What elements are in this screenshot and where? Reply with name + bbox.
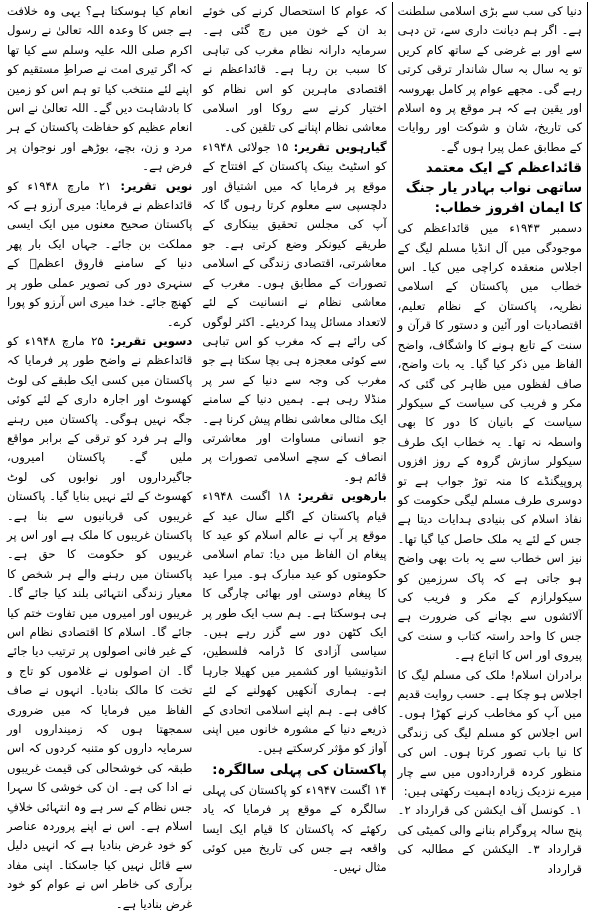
speech-title: بارھویں تقریر: xyxy=(297,489,387,504)
column-middle xyxy=(197,2,392,875)
speech-paragraph xyxy=(202,138,386,487)
body-paragraph: ۱۔ کونسل آف ایکشن کی قرارداد ۲۔ پنج سالہ پروگرام بنانے والی کمیٹی کی قرارداد ۳۔ الیکشن کے مطالبہ کی قرارداد xyxy=(397,803,582,876)
column-right xyxy=(2,2,197,911)
column-left xyxy=(393,2,588,876)
body-paragraph: کہ عوام کا استحصال کرنے کی خوئے بد ان کے خون میں رچ گئی ہے۔ سرمایہ دارانہ نظام مغرب کی تباہی کا سبب بن رہا ہے۔ قائداعظم نے اقتصادی ماہرین کو اس نظام کو اختیار کرنے سے روکا اور اسلامی معاشی نظام اپنانے کی تلقین کی۔ xyxy=(202,4,387,135)
body-paragraph: انعام کیا ہوسکتا ہے؟ یہی وہ خلافت ہے جس کا وعدہ اللہ تعالیٰ نے رسول اکرم صلی اللہ علیہ وسلم سے کیا تھا کہ اگر تیری امت نے صراطِ مستقیم کو اپنے لئے منتخب کیا تو ہم اس کو زمین کا بادشاہت دیں گے۔ اللہ تعالیٰ نے اس انعام عظیم کو حفاظت پاکستان کے ہر مرد و زن، بچے، بوڑھے اور نوجوان پر فرض ہے۔ xyxy=(7,4,193,174)
speech-paragraph xyxy=(7,332,192,914)
speech-text: ۲۱ مارچ ۱۹۴۸ء کو قائداعظم نے فرمایا: میری آرزو ہے کہ پاکستان صحیح معنوں میں ایک ایسی مملکت بن جائے۔ جہاں ایک بار پھر دنیا کے سامنے فاروق اعظمؓ کے سنہری دور کی تصویر عملی طور پر کھنچ جائے۔ خدا میری اس آرزو کو پورا کرے۔ xyxy=(7,178,193,329)
body-paragraph: برادران اسلام! ملک کی مسلم لیگ کا اجلاس ہو چکا ہے۔ حسب روایت قدیم میں آپ کو مخاطب کرنے کھڑا ہوں۔ اس اجلاس کو مسلم لیگ کی زندگی کا نیا باب تصور کرتا ہوں۔ اس کی منظور کردہ قراردادوں میں سے چار میرے نزدیک زیادہ اہمیت رکھتی ہیں: xyxy=(397,667,582,799)
speech-paragraph xyxy=(7,177,192,332)
section-heading: پاکستان کی پہلی سالگرہ: xyxy=(212,761,387,778)
speech-paragraph xyxy=(202,487,386,759)
body-paragraph: دنیا کی سب سے بڑی اسلامی سلطنت ہے۔ اگر ہم دیانت داری سے، تن دہی سے اور بے غرضی کے ساتھ کام کریں تو یہ سال بہ سال شاندار ترقی کرتی رہے گی۔ مجھے عوام پر کامل بھروسہ اور یقین ہے کہ ہر موقع پر وہ اسلام کی تاریخ، شان و شوکت اور روایات کے مطابق عمل پیرا ہوں گے۔ xyxy=(397,4,582,154)
speech-title: نویں تقریر: xyxy=(120,178,193,193)
speech-text: ۱۵ جولائی ۱۹۴۸ء کو اسٹیٹ بینک پاکستان کے افتتاح کے موقع پر فرمایا کہ میں اشتیاق اور دلچسپی سے معلوم کرتا رہوں گا کہ آپ کی مجلس تحقیق بینکاری کے طریقے کیونکر وضع کرتی ہے۔ جو معاشرتی، اقتصادی زندگی کے اسلامی تصورات کے مطابق ہوں۔ مغرب کے معاشی نظام نے انسانیت کے لئے لاتعداد مسائل پیدا کردیئے۔ اکثر لوگوں کی رائے ہے کہ مغرب کو اس تباہی سے کوئی معجزہ ہی بچا سکتا ہے جو مغرب کی وجہ سے دنیا کے سر پر منڈلا رہی ہے۔ ہمیں دنیا کے سامنے ایک مثالی معاشی نظام پیش کرنا ہے۔ جو انسانی مساوات اور معاشرتی انصاف کے سچے اسلامی تصورات پر قائم ہو۔ xyxy=(202,139,387,484)
speech-text: ۲۵ مارچ ۱۹۴۸ء کو قائداعظم نے واضح طور پر فرمایا کہ پاکستان میں کسی ایک طبقے کی لوٹ کھسوٹ اور اجارہ داری کے لئے کوئی جگہ نہیں ہوگی۔ پاکستان میں رہنے والے ہر فرد کو ترقی کے برابر مواقع ملیں گے۔ پاکستان امیروں، جاگیرداروں اور نوابوں کی لوٹ کھسوٹ کے لئے نہیں بنایا گیا۔ پاکستان غریبوں کی قربانیوں سے بنا ہے۔ پاکستان غریبوں کا ملک ہے اور اس پر غریبوں کو حکومت کا حق ہے۔ پاکستان میں رہنے والے ہر شخص کا معیار زندگی انتہائی بلند کیا جائے گا۔ غریبوں اور امیروں میں تفاوت ختم کیا جائے گا۔ اسلام کا اقتصادی نظام اس کے غیر فانی اصولوں پر ترتیب دیا جائے گا۔ ان اصولوں نے غلاموں کو تاج و تخت کا مالک بنادیا۔ انہوں نے صاف الفاظ میں فرمایا کہ میں ضروری سمجھتا ہوں کہ زمینداروں اور سرمایہ داروں کو متنبہ کردوں کہ اس طبقہ کی خوشحالی کی قیمت غریبوں نے ادا کی ہے۔ ان کی خوشی کا سہرا جس نظام کے سر ہے وہ انتہائی خلافِ اسلام ہے۔ اس نے اپنے پروردہ عناصر کو خود غرض بنادیا ہے کہ انہیں دلیل سے قائل نہیں کیا جاسکتا۔ اپنی مفاد برآری کی خاطر اس نے عوام کو خود غرض بنادیا ہے۔ xyxy=(7,333,193,911)
speech-title: دسویں تقریر: xyxy=(110,333,193,348)
speech-title: گیارہویں تقریر: xyxy=(293,139,387,154)
body-paragraph: ۱۴ اگست ۱۹۴۷ء کو پاکستان کی پہلی سالگرہ کے موقع پر فرمایا کہ یاد رکھئے کہ پاکستان کا قیام ایک ایسا واقعہ ہے جس کی تاریخ میں کوئی مثال نہیں۔ xyxy=(202,782,387,875)
speech-text: ۱۸ اگست ۱۹۴۸ء قیام پاکستان کے اگلے سال عید کے موقع پر آپ نے عالم اسلام کو عید کا پیغام ان الفاظ میں دیا: تمام اسلامی حکومتوں کو عید مبارک ہو۔ میرا عید کا پیغام دوستی اور بھائی چارگی کا ہی ہوسکتا ہے۔ ہم سب ایک طور پر ایک کٹھن دور سے گزر رہے ہیں۔ سیاسی آزادی کا ڈرامہ فلسطین، انڈونیشیا اور کشمیر میں کھیلا جارہا ہے۔ ہماری آنکھیں کھولنے کے لئے کافی ہے۔ ہم اپنے اسلامی اتحادی کے ذریعے دنیا کے مشورہ خانوں میں اپنی آواز کو مؤثر کرسکتے ہیں۔ xyxy=(202,489,387,756)
body-paragraph: دسمبر ۱۹۴۳ء میں قائداعظم کی موجودگی میں آل انڈیا مسلم لیگ کے اجلاس منعقدہ کراچی میں کیا۔ اس خطاب میں پاکستان کے اسلامی نظریہ، پاکستان کے نظام تعلیم، اقتصادیات اور آئین و دستور کا قرآن و سنت کے تابع ہونے کا واشگاف، واضح الفاظ میں ذکر کیا گیا۔ یہ بات واضح، صاف لفظوں میں ظاہر کی گئی کہ مکر و فریب کی سیاست کے سیکولر سیاست کے بانیان کا دور کا بھی واسطہ نہ تھا۔ یہ خطاب ایک طرف سیکولر سازش گروہ کے روز افزوں پروپیگنڈے کا منہ توڑ جواب ہے تو دوسری طرف مسلم لیگی حکومت کو نفاذ اسلام کی بنیادی ہدایات دیتا ہے جس کے لئے یہ ملک حاصل کیا گیا تھا۔ نیز اس خطاب سے یہ بات بھی واضح ہو جاتی ہے کہ پاک سرزمین کو سیکولرازم کے مکر و فریب کی آلائشوں سے بچانے کی ضرورت ہے جس کا واحد راستہ کتاب و سنت کی پیروی اور اس کا اتباع ہے۔ xyxy=(397,221,582,663)
section-heading: قائداعظم کے ایک معتمد ساتھی نواب بہادر یار جنگ کا ایمان افروز خطاب: xyxy=(405,160,582,217)
